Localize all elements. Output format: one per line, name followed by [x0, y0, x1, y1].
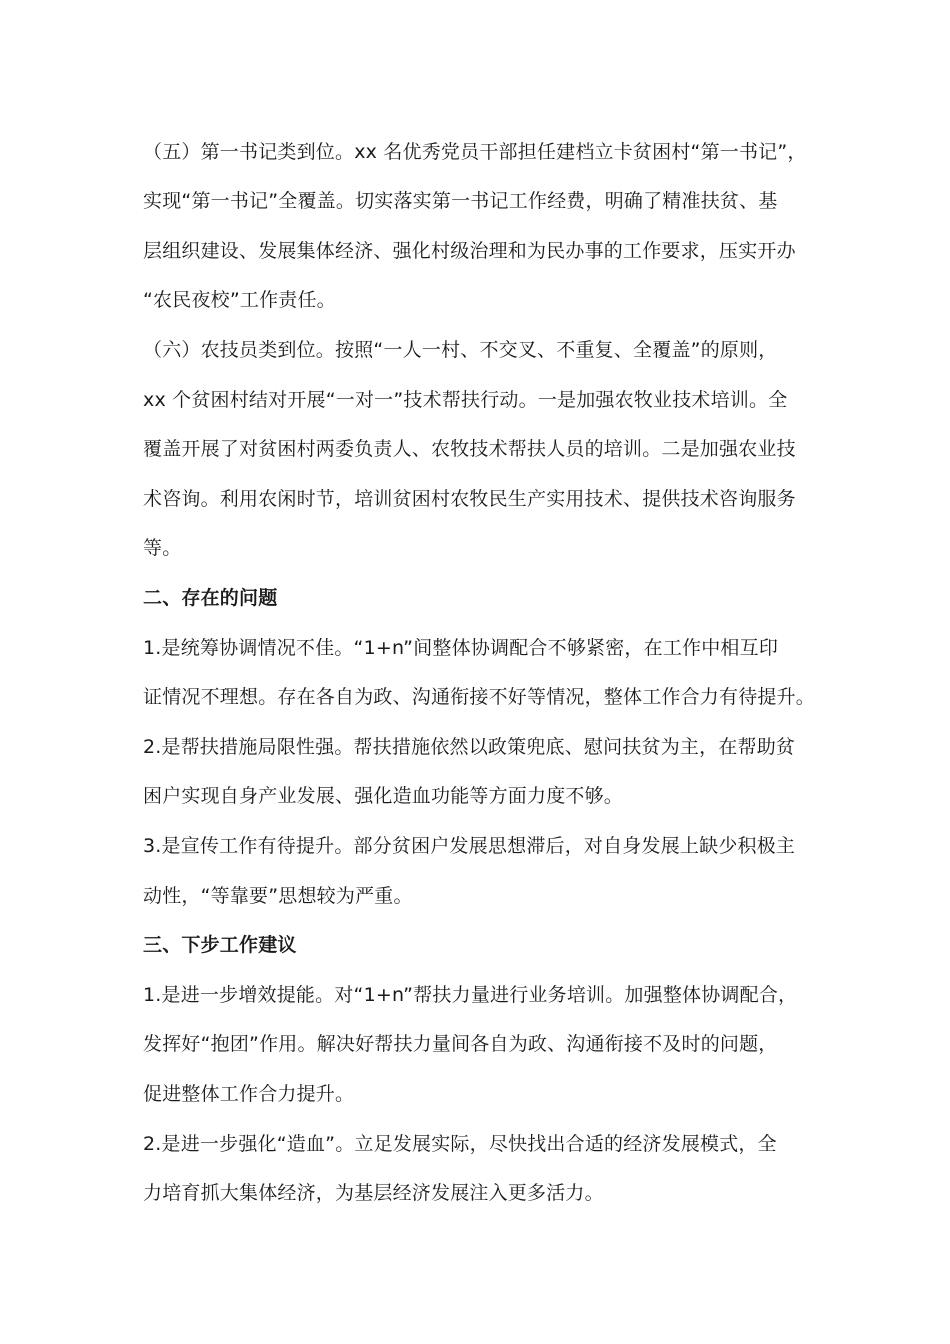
suggestion-1-line-1: 1.是进一步增效提能。对“1+n”帮扶力量进行业务培训。加强整体协调配合， [143, 984, 798, 1006]
problem-1-line-1: 1.是统筹协调情况不佳。“1+n”间整体协调配合不够紧密，在工作中相互印 [143, 637, 779, 659]
paragraph-5-line-4: “农民夜校”工作责任。 [143, 289, 336, 311]
paragraph-5-line-1: （五）第一书记类到位。xx 名优秀党员干部担任建档立卡贫困村“第一书记”， [143, 141, 807, 163]
paragraph-6-line-3: 覆盖开展了对贫困村两委负责人、农牧技术帮扶人员的培训。二是加强农业技 [143, 438, 796, 460]
paragraph-6-line-2: xx 个贫困村结对开展“一对一”技术帮扶行动。一是加强农牧业技术培训。全 [143, 389, 788, 411]
suggestion-1-line-2: 发挥好“抱团”作用。解决好帮扶力量间各自为政、沟通衔接不及时的问题， [143, 1033, 778, 1055]
suggestion-1-line-3: 促进整体工作合力提升。 [143, 1083, 355, 1105]
section-heading-suggestions: 三、下步工作建议 [143, 934, 297, 956]
paragraph-6-line-4: 术咨询。利用农闲时节，培训贫困村农牧民生产实用技术、提供技术咨询服务 [143, 488, 796, 510]
section-heading-problems: 二、存在的问题 [143, 587, 278, 609]
problem-2-line-1: 2.是帮扶措施局限性强。帮扶措施依然以政策兜底、慰问扶贫为主，在帮助贫 [143, 736, 796, 758]
paragraph-6-line-5: 等。 [143, 537, 182, 559]
problem-3-line-2: 动性，“等靠要”思想较为严重。 [143, 885, 413, 907]
paragraph-5-line-2: 实现“第一书记”全覆盖。切实落实第一书记工作经费，明确了精准扶贫、基 [143, 190, 778, 212]
suggestion-2-line-2: 力培育抓大集体经济，为基层经济发展注入更多活力。 [143, 1182, 604, 1204]
problem-2-line-2: 困户实现自身产业发展、强化造血功能等方面力度不够。 [143, 785, 624, 807]
problem-3-line-1: 3.是宣传工作有待提升。部分贫困户发展思想滞后，对自身发展上缺少积极主 [143, 835, 796, 857]
paragraph-6-line-1: （六）农技员类到位。按照“一人一村、不交叉、不重复、全覆盖”的原则， [143, 339, 778, 361]
problem-1-line-2: 证情况不理想。存在各自为政、沟通衔接不好等情况，整体工作合力有待提升。 [143, 686, 816, 708]
suggestion-2-line-1: 2.是进一步强化“造血”。立足发展实际，尽快找出合适的经济发展模式，全 [143, 1133, 777, 1155]
paragraph-5-line-3: 层组织建设、发展集体经济、强化村级治理和为民办事的工作要求，压实开办 [143, 240, 796, 262]
